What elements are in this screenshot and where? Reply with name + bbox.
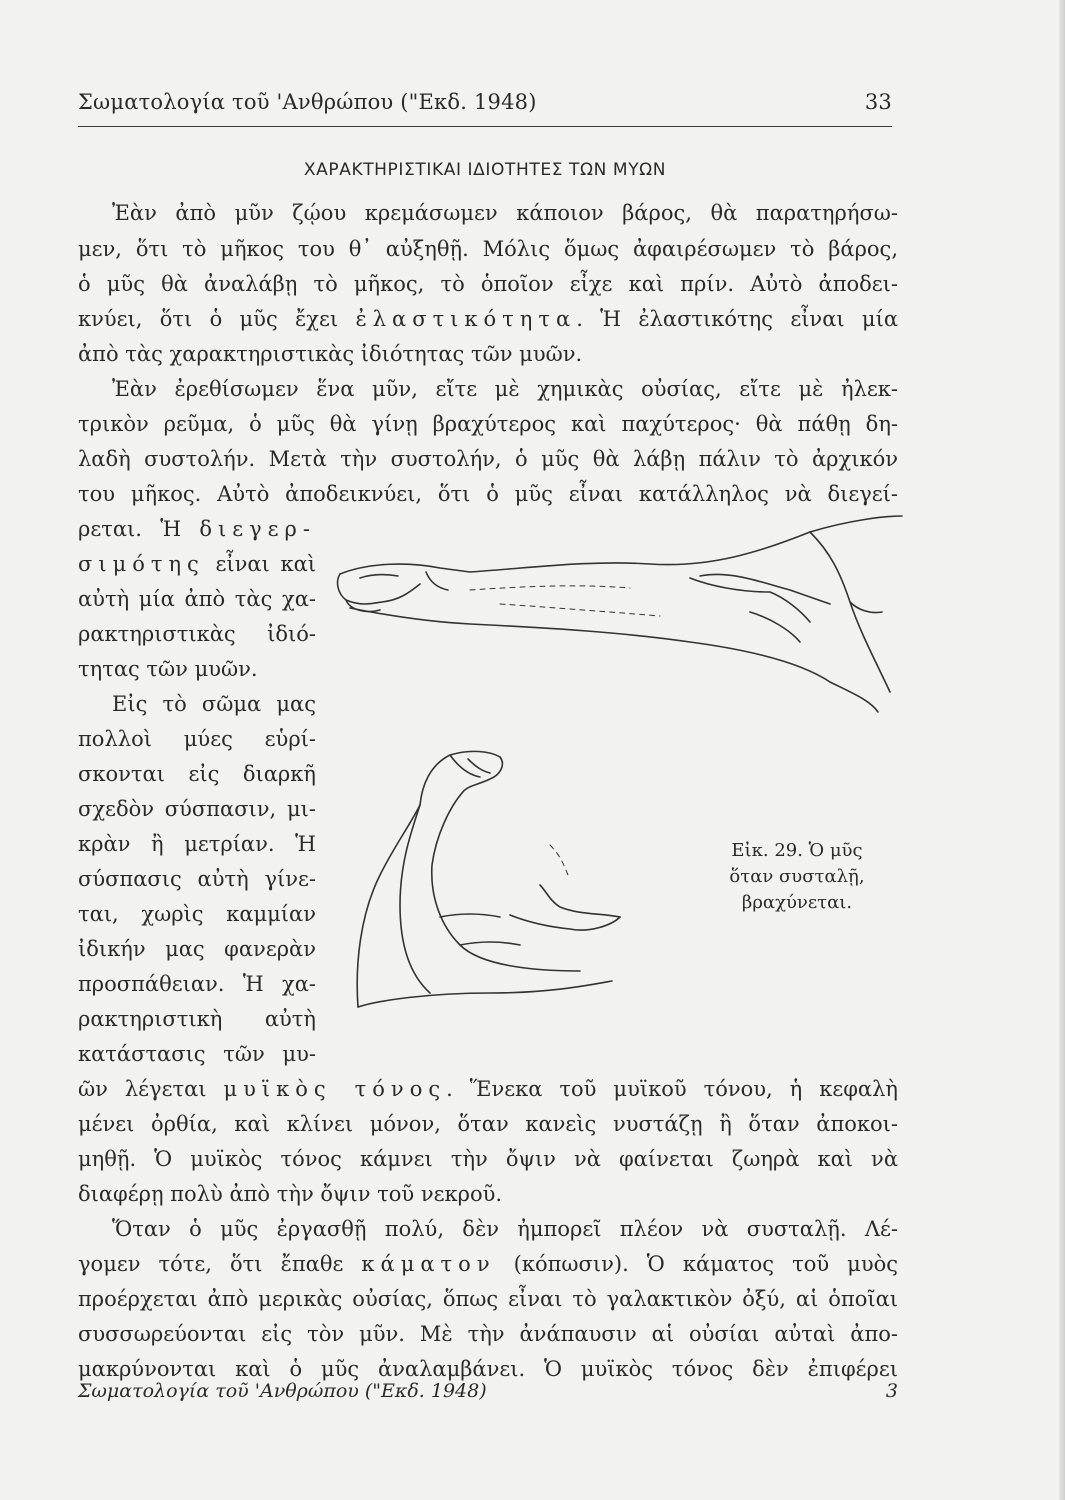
flexed-arm-illustration [350,745,695,1015]
text-line: τητας τῶν μυῶν. [78,657,258,681]
header-rule [78,126,892,127]
text-line [78,549,316,579]
text-line: Ἐὰν ἀπὸ μῦν ζῴου κρεμάσωμεν κάποιον βάρος, θὰ παρατηρήσω- [112,201,898,225]
text-line: ρακτηριστικὰς ἰδιό- [78,622,316,646]
text-line: του μῆκος. Αὐτὸ ἀποδεικνύει, ὅτι ὁ μῦς εἶναι κατάλληλος νὰ διεγεί- [78,482,898,506]
text-line: σχεδὸν σύσπασιν, μι- [78,797,316,821]
text-line: συσσωρεύονται εἰς τὸν μῦν. Μὲ τὴν ἀνάπαυσιν αἱ οὐσίαι αὐταὶ ἀπο- [78,1322,898,1346]
outstretched-arm-illustration [330,512,905,727]
text-line: μένει ὀρθία, καὶ κλίνει μόνον, ὅταν κανεὶς νυστάζῃ ἢ ὅταν ἀποκοι- [78,1112,898,1136]
text-line [78,304,898,334]
text-line: τρικὸν ρεῦμα, ὁ μῦς θὰ γίνῃ βραχύτερος καὶ παχύτερος· θὰ πάθῃ δη- [78,412,898,436]
text-line: Ὅταν ὁ μῦς ἐργασθῇ πολύ, δὲν ἠμπορεῖ πλέον νὰ συσταλῇ. Λέ- [112,1217,898,1241]
spaced-term: κάματον [361,1252,496,1276]
text-run: . Ἕνεκα τοῦ μυϊκοῦ τόνου, ἡ κεφαλὴ [446,1077,899,1101]
running-title: Σωματολογία τοῦ 'Ανθρώπου ("Εκδ. 1948) [78,90,537,114]
caption-line: Εἰκ. 29. Ὁ μῦς [731,840,863,861]
text-run: (κόπωσιν). Ὁ κάματος τοῦ μυὸς [513,1252,899,1276]
text-run: γομεν τότε, ὅτι ἔπαθε [78,1252,344,1276]
footer-title: Σωματολογία τοῦ 'Ανθρώπου ("Εκδ. 1948) [78,1380,487,1402]
text-line: μεν, ὅτι τὸ μῆκος του θ᾽ αὐξηθῇ. Μόλις ὅμως ἀφαιρέσωμεν τὸ βάρος, [78,237,898,261]
caption-line: ὅταν συσταλῇ, [729,866,865,887]
text-line: σκονται εἰς διαρκῆ [78,762,316,786]
spaced-term: ἐλαστικότητα [355,307,577,331]
text-line [78,1074,898,1104]
spaced-term: μυϊκὸς τόνος [223,1077,447,1101]
text-line: πολλοὶ μύες εὑρί- [78,727,316,751]
section-title: ΧΑΡΑΚΤΗΡΙΣΤΙΚΑΙ ΙΔΙΟΤΗΤΕΣ ΤΩΝ ΜΥΩΝ [303,160,667,180]
text-line [78,1249,898,1279]
text-line: προέρχεται ἀπὸ μερικὰς οὐσίας, ὅπως εἶναι τὸ γαλακτικὸν ὀξύ, αἱ ὁποῖαι [78,1287,898,1311]
spaced-term: σιμότης [78,552,205,576]
text-line: κατάστασις τῶν μυ- [78,1042,316,1066]
text-run: κνύει, ὅτι ὁ μῦς ἔχει [78,307,339,331]
text-line: προσπάθειαν. Ἡ χα- [78,972,316,996]
spaced-term: διεγερ- [199,517,316,541]
text-line: ρακτηριστικὴ αὐτὴ [78,1007,316,1031]
text-line: ἀπὸ τὰς χαρακτηριστικὰς ἰδιότητας τῶν μυῶν. [78,342,583,366]
signature-mark: 3 [885,1380,898,1402]
text-line: ὁ μῦς θὰ ἀναλάβῃ τὸ μῆκος, τὸ ὁποῖον εἶχε καὶ πρίν. Αὐτὸ ἀποδει- [78,272,898,296]
text-line: μακρύνονται καὶ ὁ μῦς ἀναλαμβάνει. Ὁ μυϊκὸς τόνος δὲν ἐπιφέρει [78,1357,898,1381]
text-run: ρεται. Ἡ [78,517,182,541]
figure-caption [692,838,902,916]
footer [78,1380,898,1402]
page-number: 33 [864,90,892,114]
page-edge [1059,0,1065,1500]
text-line: ται, χωρὶς καμμίαν [78,902,316,926]
running-header [78,90,892,114]
caption-line: βραχύνεται. [741,892,853,913]
text-run: . Ἡ ἐλαστικότης εἶναι μία [576,307,898,331]
text-line: μηθῇ. Ὁ μυϊκὸς τόνος κάμνει τὴν ὄψιν νὰ φαίνεται ζωηρὰ καὶ νὰ [78,1147,898,1171]
text-line: αὐτὴ μία ἀπὸ τὰς χα- [78,587,316,611]
text-run: εἶναι καὶ [215,552,316,576]
text-run: ῶν λέγεται [78,1077,207,1101]
text-line: λαδὴ συστολήν. Μετὰ τὴν συστολήν, ὁ μῦς θὰ λάβῃ πάλιν τὸ ἀρχικόν [78,447,898,471]
text-line: κρὰν ἢ μετρίαν. Ἡ [78,832,316,856]
text-line: Εἰς τὸ σῶμα μας [112,692,316,716]
text-line: ἰδικήν μας φανερὰν [78,937,316,961]
text-line [78,514,316,544]
text-line: Ἐὰν ἐρεθίσωμεν ἕνα μῦν, εἴτε μὲ χημικὰς οὐσίας, εἴτε μὲ ἠλεκ- [112,377,898,401]
text-line: σύσπασις αὐτὴ γίνε- [78,867,316,891]
text-line: διαφέρῃ πολὺ ἀπὸ τὴν ὄψιν τοῦ νεκροῦ. [78,1182,503,1206]
